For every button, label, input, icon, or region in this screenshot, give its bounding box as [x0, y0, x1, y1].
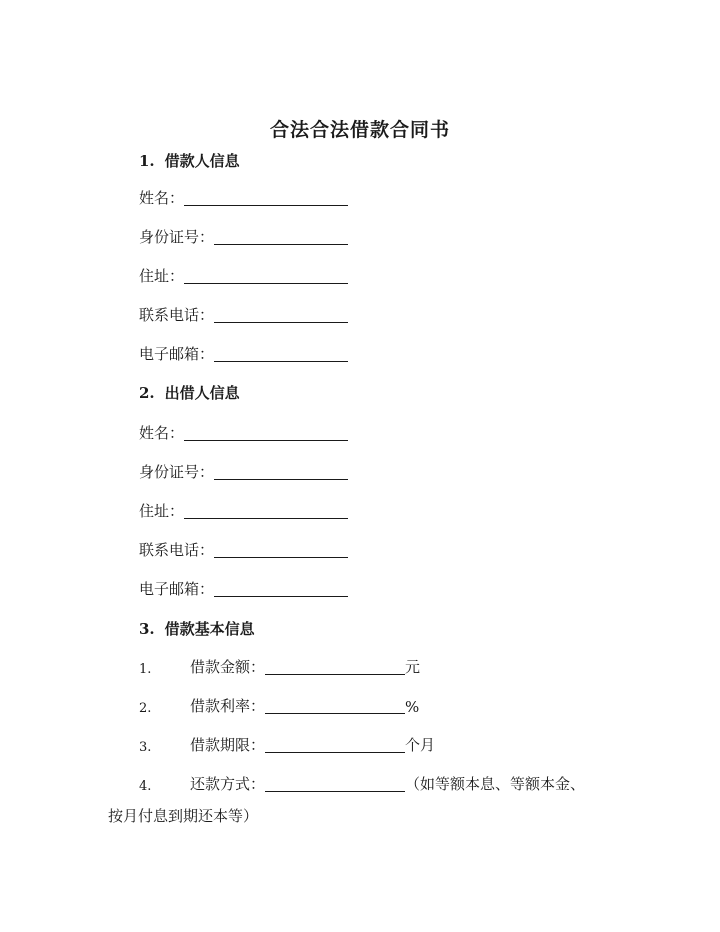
section-number: 3. [139, 620, 155, 638]
item-label: 借款利率： [190, 697, 266, 715]
fill-blank-line[interactable] [214, 226, 348, 245]
borrower-phone-field[interactable] [139, 304, 348, 325]
field-label: 身份证号： [139, 228, 215, 246]
fill-blank-line[interactable] [265, 734, 405, 753]
borrower-address-field[interactable] [139, 265, 348, 286]
item-index: 3. [139, 740, 152, 755]
repayment-method-item[interactable] [139, 773, 585, 794]
field-label: 联系电话： [139, 306, 215, 324]
field-label: 住址： [139, 267, 185, 285]
field-label: 联系电话： [139, 541, 215, 559]
item-index: 4. [139, 779, 152, 794]
document-title: 合法合法借款合同书 [269, 119, 450, 141]
item-suffix: 元 [405, 658, 421, 676]
section-title: 借款人信息 [164, 152, 240, 170]
fill-blank-line[interactable] [214, 539, 348, 558]
fill-blank-line[interactable] [265, 695, 405, 714]
fill-blank-line[interactable] [214, 578, 348, 597]
section-loan-info-heading [139, 618, 255, 639]
item-suffix: （如等额本息、等额本金、 [405, 775, 586, 793]
item-label: 还款方式： [190, 775, 266, 793]
fill-blank-line[interactable] [184, 187, 348, 206]
borrower-email-field[interactable] [139, 343, 348, 364]
loan-amount-item[interactable] [139, 656, 420, 677]
fill-blank-line[interactable] [265, 773, 405, 792]
lender-phone-field[interactable] [139, 539, 348, 560]
fill-blank-line[interactable] [184, 422, 348, 441]
item-suffix: % [405, 698, 420, 716]
lender-address-field[interactable] [139, 500, 348, 521]
field-label: 住址： [139, 502, 185, 520]
field-label: 姓名： [139, 189, 185, 207]
item-label: 借款期限： [190, 736, 266, 754]
section-lender-heading [139, 382, 240, 403]
fill-blank-line[interactable] [214, 343, 348, 362]
section-borrower-heading [139, 150, 240, 171]
fill-blank-line[interactable] [214, 461, 348, 480]
section-number: 2. [139, 384, 155, 402]
item-label: 借款金额： [190, 658, 266, 676]
borrower-name-field[interactable] [139, 187, 348, 208]
field-label: 电子邮箱： [139, 580, 215, 598]
section-title: 出借人信息 [164, 384, 240, 402]
fill-blank-line[interactable] [184, 265, 348, 284]
section-title: 借款基本信息 [164, 620, 255, 638]
interest-rate-item[interactable] [139, 695, 419, 716]
item-index: 1. [139, 662, 152, 677]
field-label: 电子邮箱： [139, 345, 215, 363]
fill-blank-line[interactable] [184, 500, 348, 519]
borrower-id-field[interactable] [139, 226, 348, 247]
item-suffix: 个月 [405, 736, 436, 754]
lender-name-field[interactable] [139, 422, 348, 443]
fill-blank-line[interactable] [265, 656, 405, 675]
field-label: 姓名： [139, 424, 185, 442]
item-index: 2. [139, 701, 152, 716]
lender-email-field[interactable] [139, 578, 348, 599]
fill-blank-line[interactable] [214, 304, 348, 323]
field-label: 身份证号： [139, 463, 215, 481]
lender-id-field[interactable] [139, 461, 348, 482]
section-number: 1. [139, 152, 155, 170]
loan-term-item[interactable] [139, 734, 435, 755]
repayment-method-continuation: 按月付息到期还本等） [108, 807, 259, 825]
